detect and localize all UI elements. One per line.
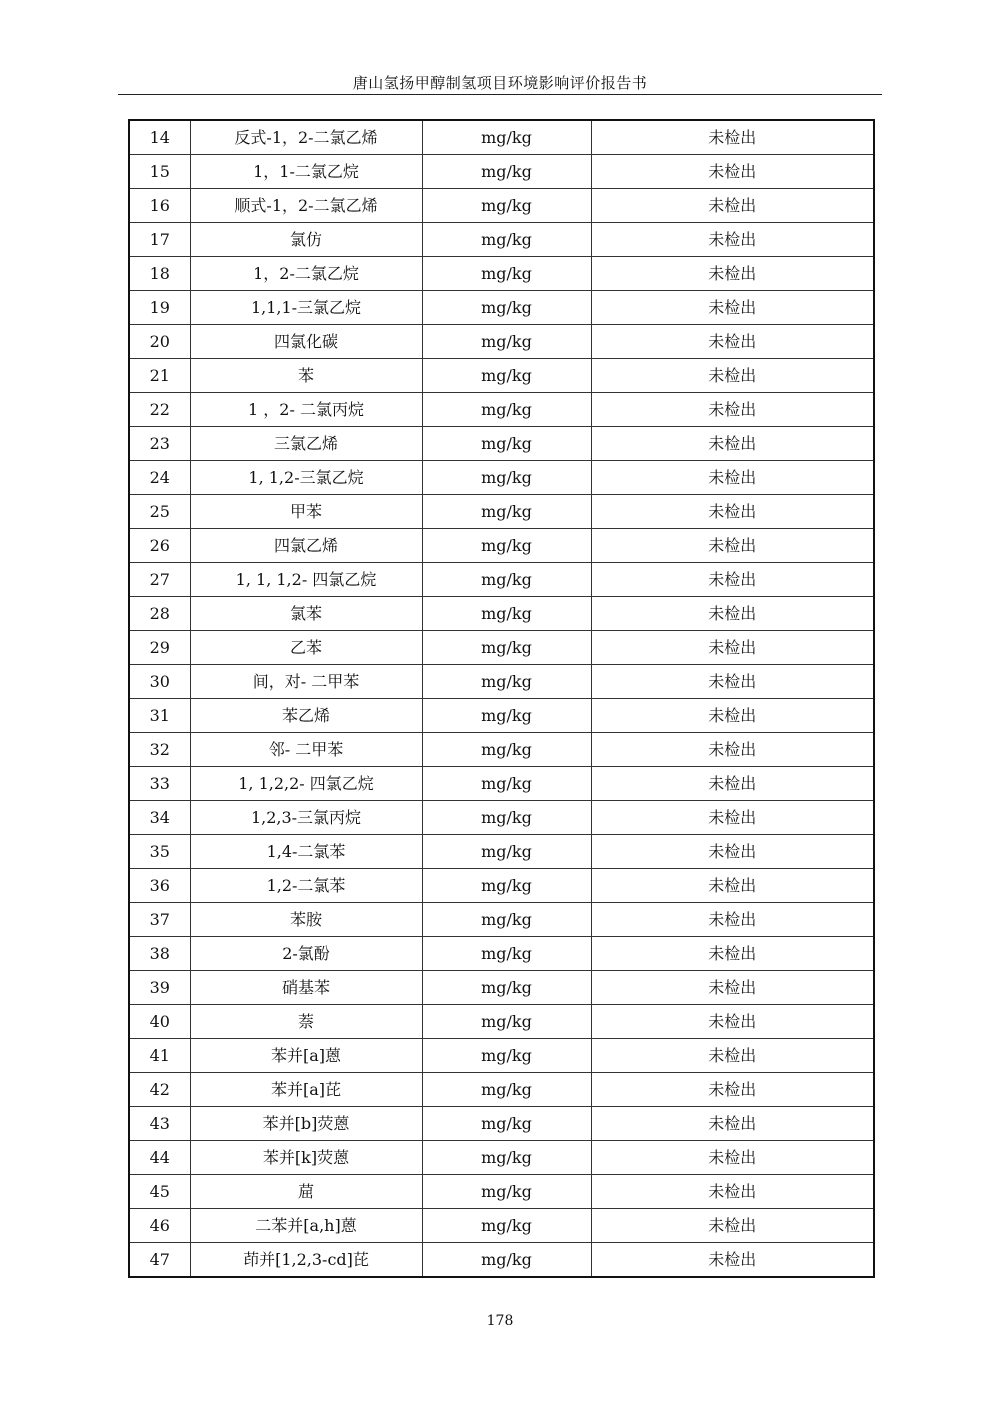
substance-name-cell: 甲苯 [190, 495, 422, 529]
unit-cell: mg/kg [422, 155, 591, 189]
row-number-cell: 36 [129, 869, 190, 903]
table-row [129, 427, 874, 461]
row-number-cell: 15 [129, 155, 190, 189]
page-header-title: 唐山氢扬甲醇制氢项目环境影响评价报告书 [352, 74, 648, 92]
row-number-cell: 45 [129, 1175, 190, 1209]
substance-name-cell: 苯并[k]荧蒽 [190, 1141, 422, 1175]
results-table [128, 119, 875, 1278]
results-table-container [128, 119, 873, 1278]
table-row [129, 393, 874, 427]
table-row [129, 597, 874, 631]
unit-cell: mg/kg [422, 801, 591, 835]
table-row [129, 529, 874, 563]
unit-cell: mg/kg [422, 597, 591, 631]
unit-cell: mg/kg [422, 1039, 591, 1073]
table-row [129, 1107, 874, 1141]
unit-cell: mg/kg [422, 699, 591, 733]
substance-name-cell: 1, 1, 1,2- 四氯乙烷 [190, 563, 422, 597]
unit-cell: mg/kg [422, 1175, 591, 1209]
table-row [129, 257, 874, 291]
substance-name-cell: 茚并[1,2,3-cd]芘 [190, 1243, 422, 1278]
substance-name-cell: 2-氯酚 [190, 937, 422, 971]
row-number-cell: 32 [129, 733, 190, 767]
unit-cell: mg/kg [422, 257, 591, 291]
substance-name-cell: 苯 [190, 359, 422, 393]
unit-cell: mg/kg [422, 223, 591, 257]
row-number-cell: 40 [129, 1005, 190, 1039]
table-row [129, 903, 874, 937]
row-number-cell: 39 [129, 971, 190, 1005]
row-number-cell: 47 [129, 1243, 190, 1278]
substance-name-cell: 反式-1，2-二氯乙烯 [190, 120, 422, 155]
table-row [129, 801, 874, 835]
unit-cell: mg/kg [422, 1107, 591, 1141]
unit-cell: mg/kg [422, 120, 591, 155]
row-number-cell: 20 [129, 325, 190, 359]
table-row [129, 291, 874, 325]
result-cell: 未检出 [591, 597, 874, 631]
row-number-cell: 18 [129, 257, 190, 291]
substance-name-cell: 1,1,1-三氯乙烷 [190, 291, 422, 325]
row-number-cell: 21 [129, 359, 190, 393]
result-cell: 未检出 [591, 631, 874, 665]
row-number-cell: 33 [129, 767, 190, 801]
unit-cell: mg/kg [422, 393, 591, 427]
result-cell: 未检出 [591, 971, 874, 1005]
result-cell: 未检出 [591, 563, 874, 597]
result-cell: 未检出 [591, 733, 874, 767]
result-cell: 未检出 [591, 869, 874, 903]
row-number-cell: 14 [129, 120, 190, 155]
row-number-cell: 16 [129, 189, 190, 223]
table-row [129, 563, 874, 597]
table-row [129, 1175, 874, 1209]
table-row [129, 1141, 874, 1175]
substance-name-cell: 苯并[a]芘 [190, 1073, 422, 1107]
unit-cell: mg/kg [422, 427, 591, 461]
result-cell: 未检出 [591, 665, 874, 699]
row-number-cell: 26 [129, 529, 190, 563]
unit-cell: mg/kg [422, 733, 591, 767]
unit-cell: mg/kg [422, 1243, 591, 1278]
unit-cell: mg/kg [422, 971, 591, 1005]
unit-cell: mg/kg [422, 767, 591, 801]
unit-cell: mg/kg [422, 189, 591, 223]
table-row [129, 495, 874, 529]
row-number-cell: 24 [129, 461, 190, 495]
table-row [129, 461, 874, 495]
unit-cell: mg/kg [422, 1141, 591, 1175]
substance-name-cell: 1, 1,2,2- 四氯乙烷 [190, 767, 422, 801]
unit-cell: mg/kg [422, 1005, 591, 1039]
substance-name-cell: 顺式-1，2-二氯乙烯 [190, 189, 422, 223]
result-cell: 未检出 [591, 223, 874, 257]
unit-cell: mg/kg [422, 359, 591, 393]
row-number-cell: 30 [129, 665, 190, 699]
result-cell: 未检出 [591, 937, 874, 971]
result-cell: 未检出 [591, 325, 874, 359]
unit-cell: mg/kg [422, 1209, 591, 1243]
table-row [129, 189, 874, 223]
substance-name-cell: 乙苯 [190, 631, 422, 665]
row-number-cell: 29 [129, 631, 190, 665]
substance-name-cell: 苯并[b]荧蒽 [190, 1107, 422, 1141]
substance-name-cell: 氯仿 [190, 223, 422, 257]
table-row [129, 767, 874, 801]
row-number-cell: 31 [129, 699, 190, 733]
row-number-cell: 37 [129, 903, 190, 937]
result-cell: 未检出 [591, 767, 874, 801]
unit-cell: mg/kg [422, 869, 591, 903]
unit-cell: mg/kg [422, 631, 591, 665]
row-number-cell: 38 [129, 937, 190, 971]
table-row [129, 1005, 874, 1039]
result-cell: 未检出 [591, 155, 874, 189]
substance-name-cell: 1,2-二氯苯 [190, 869, 422, 903]
unit-cell: mg/kg [422, 325, 591, 359]
table-row [129, 120, 874, 155]
header-divider [118, 94, 882, 95]
substance-name-cell: 四氯乙烯 [190, 529, 422, 563]
substance-name-cell: 间，对- 二甲苯 [190, 665, 422, 699]
substance-name-cell: 苯胺 [190, 903, 422, 937]
result-cell: 未检出 [591, 393, 874, 427]
unit-cell: mg/kg [422, 937, 591, 971]
table-row [129, 631, 874, 665]
result-cell: 未检出 [591, 189, 874, 223]
substance-name-cell: 四氯化碳 [190, 325, 422, 359]
substance-name-cell: 1,2,3-三氯丙烷 [190, 801, 422, 835]
unit-cell: mg/kg [422, 529, 591, 563]
unit-cell: mg/kg [422, 903, 591, 937]
table-row [129, 359, 874, 393]
table-row [129, 937, 874, 971]
result-cell: 未检出 [591, 291, 874, 325]
table-row [129, 1243, 874, 1278]
table-row [129, 665, 874, 699]
substance-name-cell: 1，2-二氯乙烷 [190, 257, 422, 291]
substance-name-cell: 苯并[a]蒽 [190, 1039, 422, 1073]
table-row [129, 869, 874, 903]
result-cell: 未检出 [591, 1209, 874, 1243]
result-cell: 未检出 [591, 835, 874, 869]
substance-name-cell: 硝基苯 [190, 971, 422, 1005]
substance-name-cell: 苯乙烯 [190, 699, 422, 733]
table-row [129, 1073, 874, 1107]
row-number-cell: 41 [129, 1039, 190, 1073]
row-number-cell: 35 [129, 835, 190, 869]
result-cell: 未检出 [591, 461, 874, 495]
row-number-cell: 23 [129, 427, 190, 461]
substance-name-cell: 1,4-二氯苯 [190, 835, 422, 869]
row-number-cell: 19 [129, 291, 190, 325]
result-cell: 未检出 [591, 120, 874, 155]
results-table-body [129, 120, 874, 1277]
row-number-cell: 17 [129, 223, 190, 257]
result-cell: 未检出 [591, 1039, 874, 1073]
table-row [129, 223, 874, 257]
unit-cell: mg/kg [422, 835, 591, 869]
row-number-cell: 28 [129, 597, 190, 631]
result-cell: 未检出 [591, 1175, 874, 1209]
table-row [129, 733, 874, 767]
result-cell: 未检出 [591, 257, 874, 291]
substance-name-cell: 萘 [190, 1005, 422, 1039]
row-number-cell: 46 [129, 1209, 190, 1243]
result-cell: 未检出 [591, 427, 874, 461]
unit-cell: mg/kg [422, 563, 591, 597]
row-number-cell: 42 [129, 1073, 190, 1107]
substance-name-cell: 邻- 二甲苯 [190, 733, 422, 767]
result-cell: 未检出 [591, 529, 874, 563]
substance-name-cell: 䓛 [190, 1175, 422, 1209]
row-number-cell: 27 [129, 563, 190, 597]
result-cell: 未检出 [591, 699, 874, 733]
substance-name-cell: 1，1-二氯乙烷 [190, 155, 422, 189]
result-cell: 未检出 [591, 801, 874, 835]
row-number-cell: 22 [129, 393, 190, 427]
unit-cell: mg/kg [422, 495, 591, 529]
result-cell: 未检出 [591, 359, 874, 393]
substance-name-cell: 1, 1,2-三氯乙烷 [190, 461, 422, 495]
unit-cell: mg/kg [422, 291, 591, 325]
unit-cell: mg/kg [422, 665, 591, 699]
result-cell: 未检出 [591, 1073, 874, 1107]
result-cell: 未检出 [591, 903, 874, 937]
substance-name-cell: 氯苯 [190, 597, 422, 631]
table-row [129, 155, 874, 189]
unit-cell: mg/kg [422, 461, 591, 495]
substance-name-cell: 1 ，2- 二氯丙烷 [190, 393, 422, 427]
table-row [129, 1209, 874, 1243]
table-row [129, 835, 874, 869]
substance-name-cell: 三氯乙烯 [190, 427, 422, 461]
result-cell: 未检出 [591, 495, 874, 529]
result-cell: 未检出 [591, 1005, 874, 1039]
table-row [129, 325, 874, 359]
table-row [129, 971, 874, 1005]
page-number: 178 [486, 1313, 514, 1329]
unit-cell: mg/kg [422, 1073, 591, 1107]
result-cell: 未检出 [591, 1107, 874, 1141]
table-row [129, 699, 874, 733]
row-number-cell: 25 [129, 495, 190, 529]
row-number-cell: 34 [129, 801, 190, 835]
table-row [129, 1039, 874, 1073]
row-number-cell: 44 [129, 1141, 190, 1175]
substance-name-cell: 二苯并[a,h]蒽 [190, 1209, 422, 1243]
row-number-cell: 43 [129, 1107, 190, 1141]
result-cell: 未检出 [591, 1141, 874, 1175]
result-cell: 未检出 [591, 1243, 874, 1278]
